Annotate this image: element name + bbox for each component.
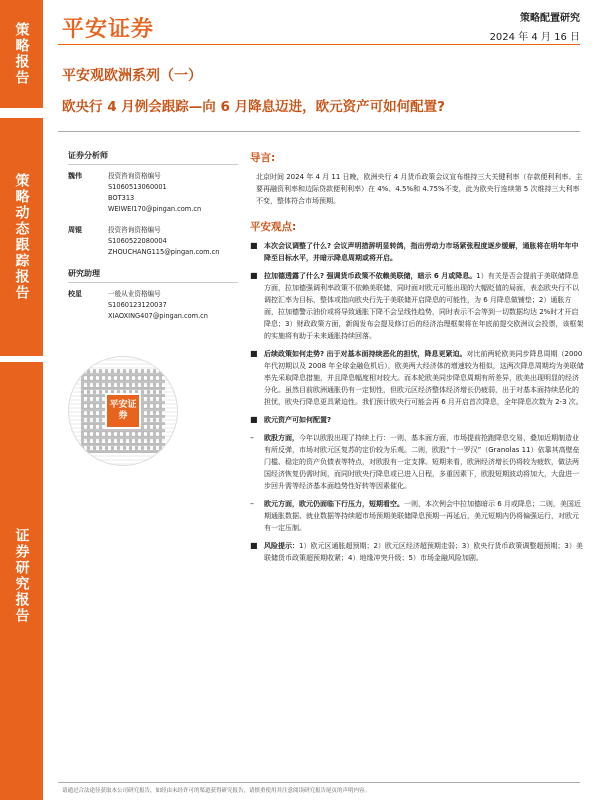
view-item-lead: 拉加德透露了什么? 强调货币政策不依赖美联储，暗示 6 月或降息。	[264, 272, 477, 280]
bullet-marker: ■	[250, 241, 258, 250]
analyst-entry	[68, 225, 238, 258]
view-item	[250, 414, 584, 426]
sidebar-block-report-category	[0, 0, 43, 108]
view-item-lead: 欧股方面，	[264, 434, 299, 442]
analyst-cert-number: S1060522080004	[108, 237, 167, 245]
dash-marker: –	[250, 499, 254, 508]
analyst-cert-label: 投资咨询资格编号	[108, 172, 161, 180]
company-logo: 平安证券	[62, 17, 155, 42]
analysts-heading: 证券分析师	[68, 150, 238, 165]
bullet-marker: ■	[250, 271, 258, 280]
footer-divider	[58, 782, 580, 783]
intro-text: 北京时间 2024 年 4 月 11 日晚，欧洲央行 4 月货币政策会议宣布维持三大关键利率（存款便利利率、主要再融资利率和边际贷款便利利率）在 4%、4.5%和 4.75%不变，此为欧央行连续第 5 次维持三大利率不变，整体符合市场预期。	[256, 173, 583, 205]
view-item	[250, 270, 584, 342]
assistant-email[interactable]: XIAOXING407@pingan.com.cn	[108, 312, 208, 320]
sidebar-block-securities-research	[0, 362, 43, 800]
view-item	[250, 540, 584, 564]
report-type: 策略配置研究	[520, 13, 580, 24]
view-item-lead: 风险提示：	[264, 542, 299, 550]
analyst-entry	[68, 171, 238, 215]
qr-code[interactable]	[68, 356, 178, 466]
view-item	[250, 348, 584, 408]
view-item-lead: 欧元资产可如何配置?	[264, 416, 332, 424]
analyst-cert-label: 投资咨询资格编号	[108, 226, 161, 234]
sidebar-block-report-subtype	[0, 118, 43, 356]
analyst-name: 周锟	[68, 226, 82, 234]
analyst-column	[68, 150, 238, 332]
assistant-name: 校星	[68, 290, 82, 298]
analyst-code: BOT313	[108, 194, 135, 202]
main-content	[250, 150, 584, 570]
assistant-cert-number: S1060123120037	[108, 301, 167, 309]
assistant-cert-label: 一般从业资格编号	[108, 290, 161, 298]
view-item-body: 一则，本次例会中拉加德暗示 6 月或降息；二则，美国近期通胀数据、就业数据等持续超市场预期美联储降息预期一再延后，美元短期内仍将偏强运行，对欧元有一定压制。	[264, 500, 581, 532]
bullet-marker: ■	[250, 415, 258, 424]
main-title: 欧央行 4 月例会跟踪—向 6 月降息迈进，欧元资产可如何配置?	[62, 99, 445, 115]
dash-marker: –	[250, 433, 254, 442]
bullet-marker: ■	[250, 541, 258, 550]
header-divider	[58, 44, 580, 45]
views-heading: 平安观点:	[250, 221, 297, 233]
view-item	[250, 240, 584, 264]
report-date: 2024 年 4 月 16 日	[489, 32, 580, 43]
view-subitem	[250, 498, 584, 534]
view-item-lead: 欧元方面，欧元仍面临下行压力，短期看空。	[264, 500, 404, 508]
view-item-body: 对比前两轮欧美同步降息周期（2000 年代初期以及 2008 年全球金融危机后），欧美两大经济体的增速较为相似，这两次降息周期均为美联储率先采取降息措施，并且降息幅度相对较大。而本轮欧美同步降息周期有所差异，欧美出现明显的经济分化。虽然目前欧洲通胀仍有一定韧性，但欧元区经济整体经济增长仍疲弱，出于对基本面持续恶化的担忧，欧央行降息更具紧迫性。我们预计欧央行可能会再 6 月开启首次降息，全年降息次数为 2-3 次。	[264, 350, 584, 406]
assistants-heading: 研究助理	[68, 268, 238, 283]
analyst-email[interactable]: ZHOUCHANG115@pingan.com.cn	[108, 248, 220, 256]
analyst-email[interactable]: WEIWEI170@pingan.com.cn	[108, 205, 202, 213]
series-title: 平安观欧洲系列（一）	[62, 68, 202, 84]
bullet-marker: ■	[250, 349, 258, 358]
qr-logo-icon: 平安证券	[105, 393, 141, 429]
intro-heading: 导言:	[250, 152, 276, 164]
sidebar-label-report-category: 策略报告	[13, 22, 30, 86]
view-subitem	[250, 432, 584, 492]
footer-disclaimer: 请通过合法途径获取本公司研究报告，如经由未经许可的渠道获得研究报告，请慎重使用并注意阅读研究报告尾页的声明内容。	[62, 788, 371, 794]
assistant-entry	[68, 289, 238, 322]
title-divider	[58, 131, 580, 132]
view-item-lead: 本次会议调整了什么? 会议声明措辞明显转鸽，指出劳动力市场紧张程度逐步缓解，通胀将在明年年中降至目标水平，并暗示降息周期或将开启。	[264, 242, 579, 262]
sidebar-label-report-subtype: 策略动态跟踪报告	[13, 173, 30, 301]
view-item-body: 今年以欧股出现了持续上行：一则，基本面方面，市场提前抢跑降息交易，叠加近期制造业有所反弹，市场对欧元区复苏的定价较为乐观。二则，欧股“十一罗汉”（Granolas 11）依靠其高壁垒门槛、稳定的资产负债表等特点，对欧股有一定支撑。短期来看，欧洲经济增长仍将较为疲软，做法两国经济恢复仍需时间，而同时欧央行降息或已进入日程，多重因素下，欧股短期波动将加大，大盘进一步回升需等经济基本面趋势性好转等因素催化。	[264, 434, 580, 490]
view-item-body: 1）欧元区通胀超预期；2）欧元区经济超预期走弱；3）欧央行货币政策调整超预期；3）美联储货币政策超预期收紧；4）地缘冲突升级；5）市场金融风险加剧。	[264, 542, 583, 562]
analyst-name: 魏伟	[68, 172, 82, 180]
sidebar-label-securities-research: 证券研究报告	[13, 528, 30, 624]
analyst-cert-number: S1060513060001	[108, 183, 167, 191]
view-item-lead: 后续政策如何走势? 出于对基本面持续恶化的担忧，降息更紧迫。	[264, 350, 467, 358]
left-sidebar	[0, 0, 43, 800]
view-item-body: 1）有关是否会提前于美联储降息方面，拉加德强调利率政策不依赖美联储，同时面对欧元可能出现的大幅贬值的局面，表态欧央行不以调控汇率为目标，整体或指向欧央行先于美联储开启降息的可能性，为 6 月降息做铺垫；2）通胀方面，拉加德警示油价或将导致通胀下降不会呈线性趋势，同时表示不会等到一切数据均达 2%时才开启降息；3）财政政策方面，新阁发布会提及修订后的经济治理框架将在年底前提交欧洲议会投票，该框架的实施将有助于未来通胀持续回落。	[264, 272, 584, 340]
